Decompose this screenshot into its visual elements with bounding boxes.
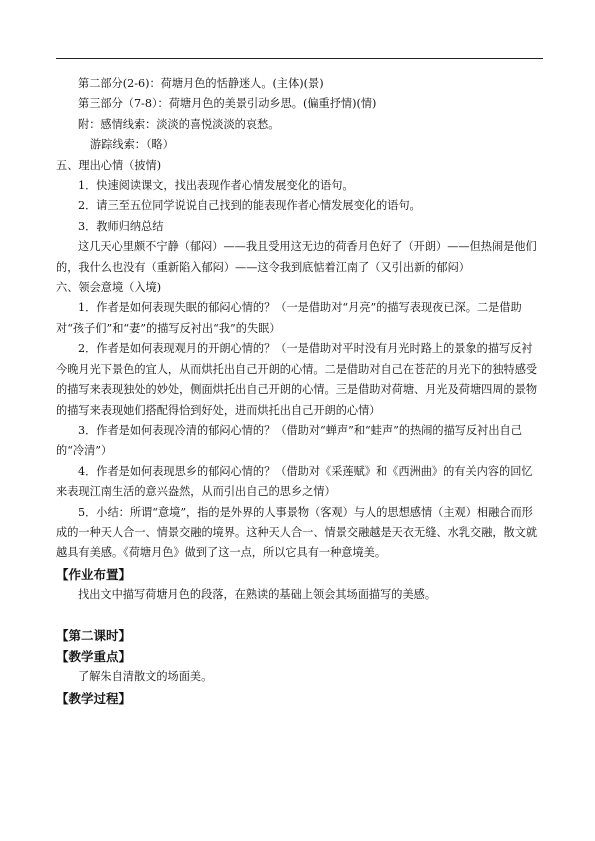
mood-summary: 这几天心里颇不宁静（郁闷）——我且受用这无边的荷香月色好了（开朗）——但热闹是他们的，我什么也没有（重新陷入郁闷）——这令我到底惦着江南了（又引出新的郁闷） [56,240,537,274]
answer-5-summary: 5．小结：所谓“意境”，指的是外界的人事景物（客观）与人的思想感情（主观）相融合而形成的一种天人合一、情景交融的境界。这种天人合一、情景交融越是天衣无缝、水乳交融，散文就越具有美感。《荷塘月色》做到了这一点，所以它具有一种意境美。 [56,505,538,560]
answer-1: 1．作者是如何表现失眠的郁闷心情的？（一是借助对“月亮”的描写表现夜已深。二是借助对“孩子们”和“妻”的描写反衬出“我”的失眠） [56,301,522,335]
part-two-line: 第二部分(2-6)：荷塘月色的恬静迷人。(主体)(景) [78,77,324,90]
section-six-heading: 六、领会意境（入境) [56,281,162,295]
part-three-line: 第三部分（7-8）：荷塘月色的美景引动乡思。(偏重抒情)(情) [78,97,377,111]
question-3: 3．教师归纳总结 [78,219,164,233]
question-2: 2．请三至五位同学说说自己找到的能表现作者心情发展变化的语句。 [78,199,421,213]
answer-4: 4．作者是如何表现思乡的郁闷心情的？（借助对《采莲赋》和《西洲曲》的有关内容的回忆来表现江南生活的意兴盎然，从而引出自己的思乡之情） [56,464,533,499]
teaching-process-heading: 【教学过程】 [56,690,132,706]
answer-2: 2．作者是如何表现观月的开朗心情的？（一是借助对平时没有月光时路上的景象的描写反衬今晚月光下景色的宜人，从而烘托出自己开朗的心情。二是借助对自己在苍茫的月光下的独特感受的描写来表现独处的妙处，侧面烘托出自己开朗的心情。三是借助对荷塘、月光及荷塘四周的景物的描写来表现她们搭配得恰到好处，进而烘托出自己开朗的心情） [56,342,538,417]
question-1: 1．快速阅读课文，找出表现作者心情发展变化的语句。 [78,179,354,193]
teaching-focus-heading: 【教学重点】 [56,649,132,665]
header-rule [56,58,543,59]
travel-clue-line: 游踪线索：（略） [90,138,174,152]
document-body [56,74,543,709]
emotion-clue-line: 附：感情线索：淡淡的喜悦淡淡的哀愁。 [78,117,280,131]
teaching-focus-text: 了解朱自清散文的场面美。 [78,670,213,684]
homework-heading: 【作业布置】 [56,566,132,582]
section-five-heading: 五、理出心情（披情) [56,158,162,172]
homework-text: 找出文中描写荷塘月色的段落，在熟读的基础上领会其场面描写的美感。 [78,587,437,601]
lesson-two-heading: 【第二课时】 [56,628,132,644]
spacer [56,605,543,625]
answer-3: 3．作者是如何表现冷清的郁闷心情的？（借助对“蝉声”和“蛙声”的热闹的描写反衬出自己的“冷清”） [56,423,522,458]
